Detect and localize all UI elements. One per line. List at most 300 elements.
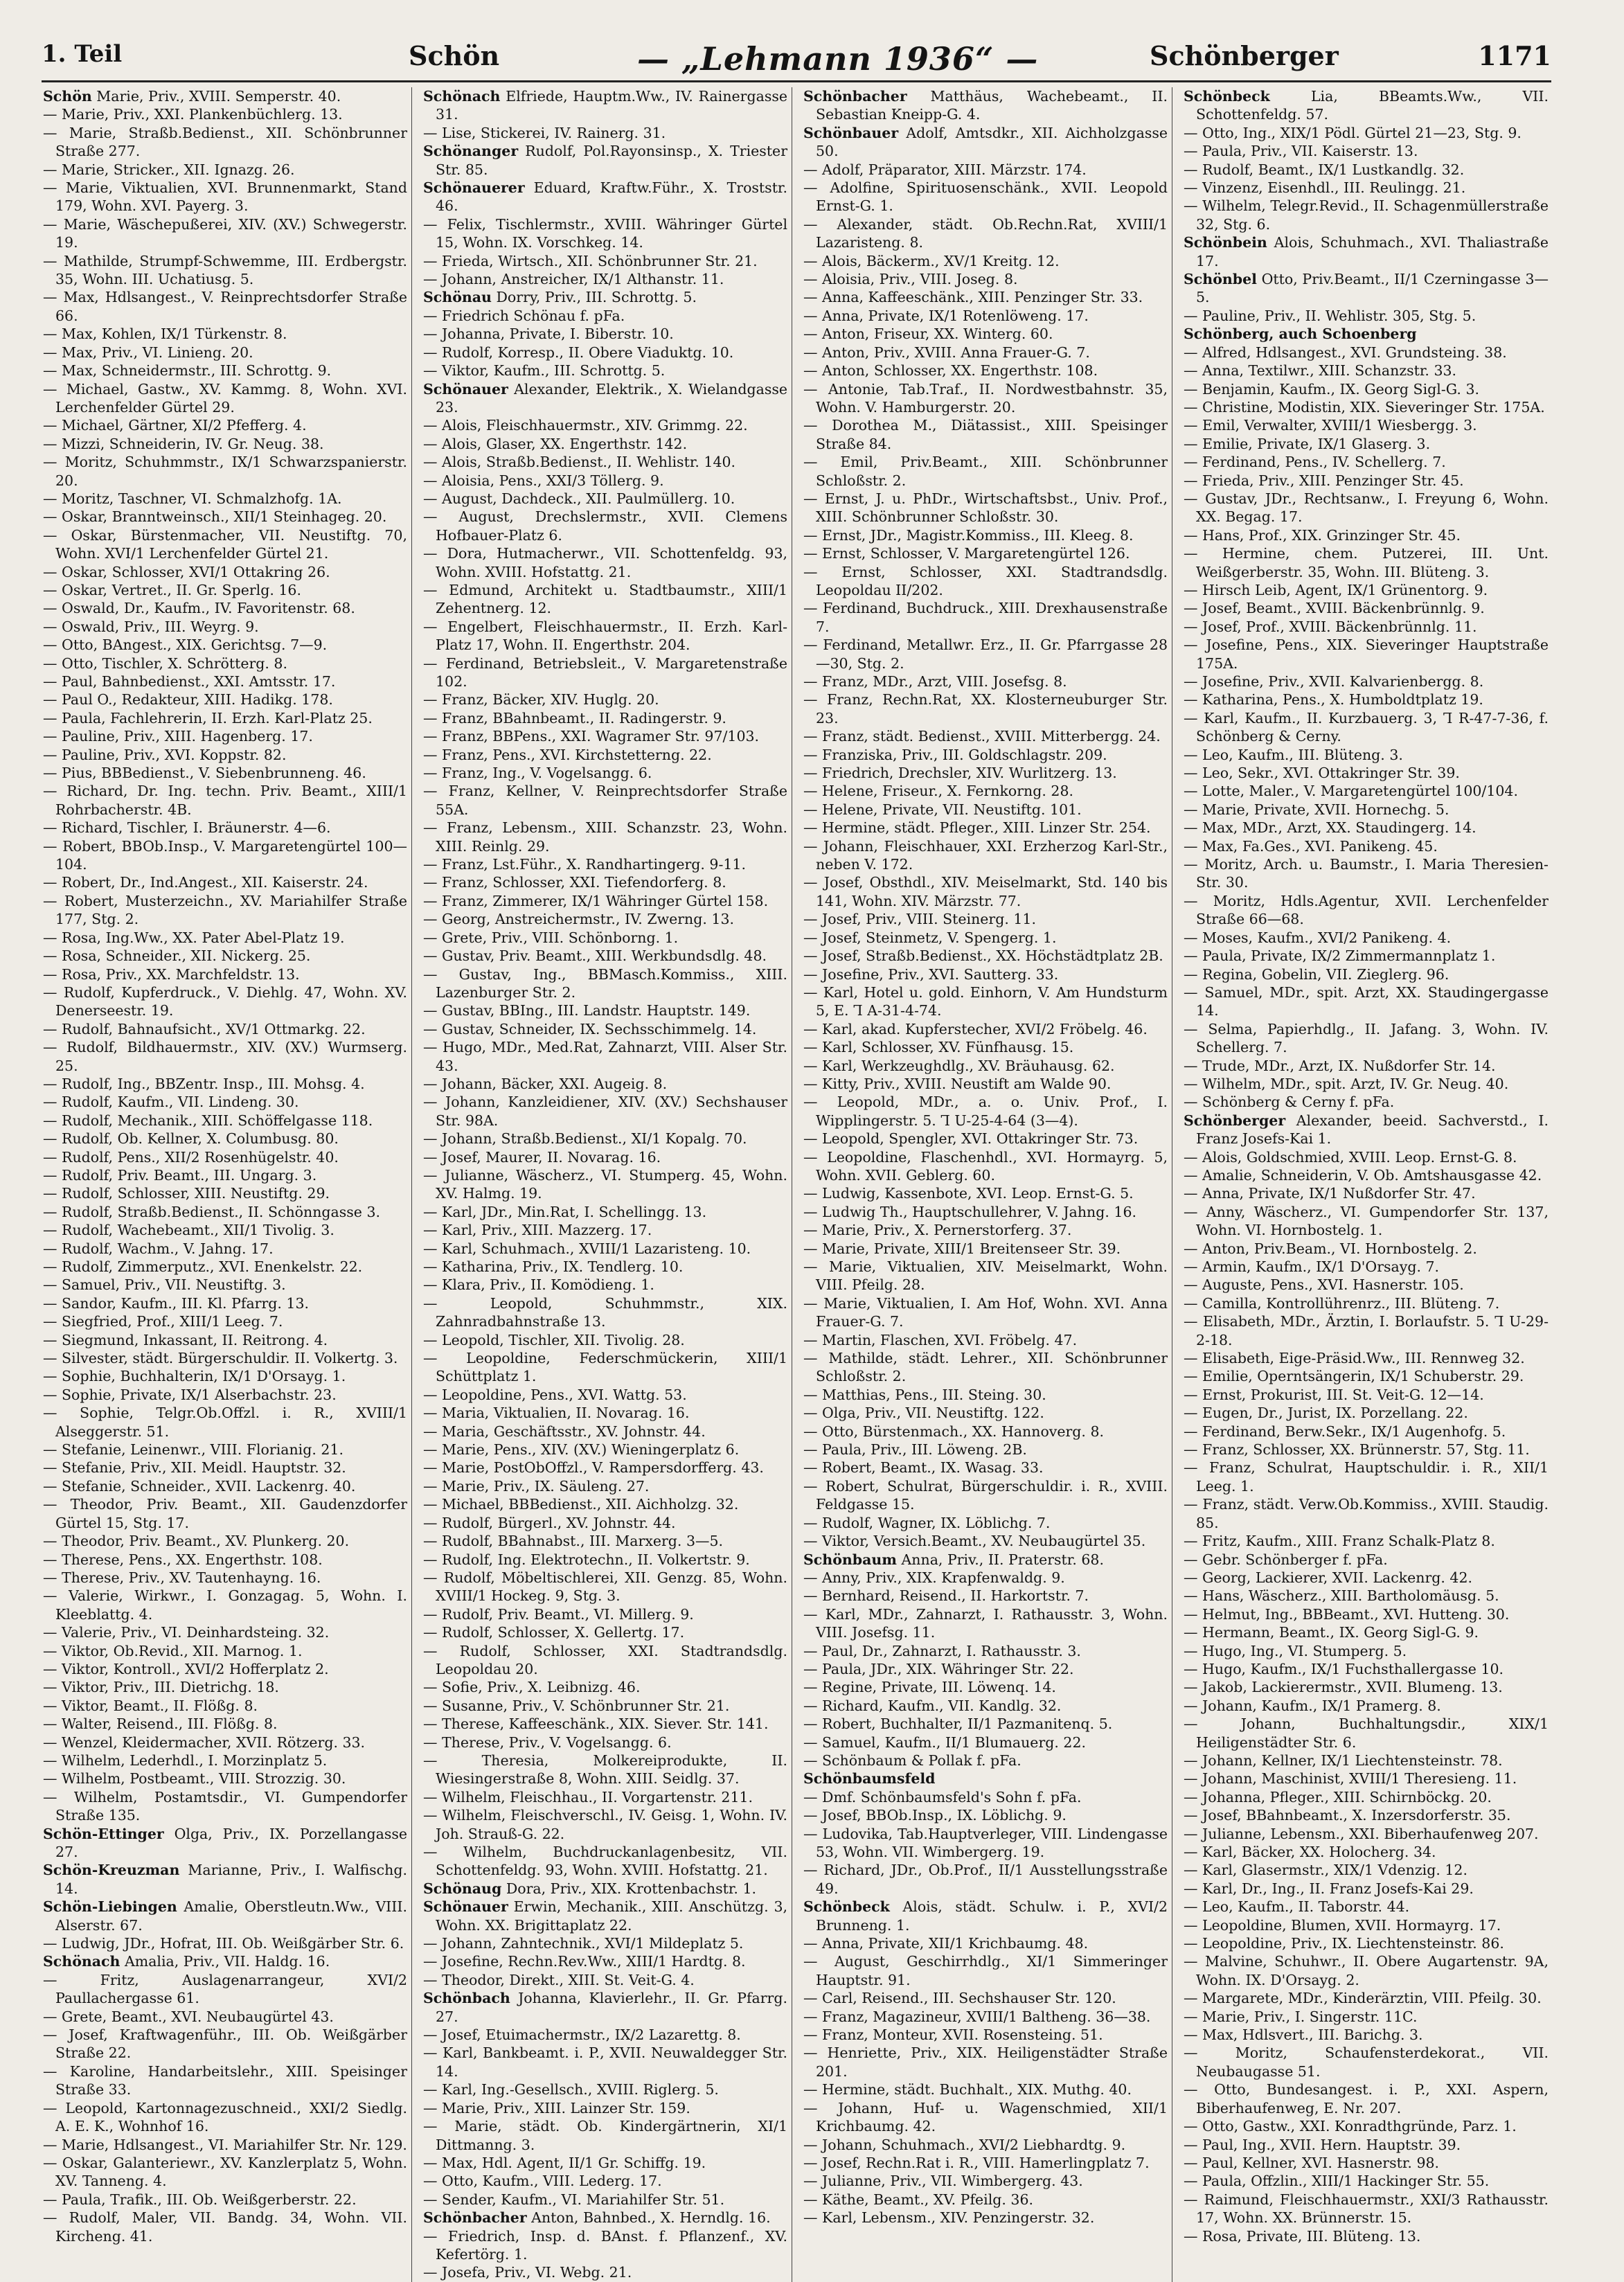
directory-entry [803, 215, 1168, 252]
entry-text: — Auguste, Pens., XVI. Hasnerstr. 105. [1184, 1276, 1464, 1294]
directory-entry [423, 1423, 787, 1441]
directory-entry [43, 1751, 407, 1770]
directory-entry [43, 1788, 407, 1825]
directory-entry [803, 1532, 1168, 1550]
entry-text: — Max, MDr., Arzt, XX. Staudingerg. 14. [1184, 819, 1476, 837]
entry-text: — Walter, Reisend., III. Flößg. 8. [43, 1715, 278, 1733]
directory-entry [803, 307, 1168, 325]
entry-text: Elfriede, Hauptm.Ww., IV. Rainergasse 31. [436, 88, 787, 123]
entry-text: — Bernhard, Reisend., II. Harkortstr. 7. [803, 1587, 1089, 1605]
entry-text: — Theresia, Molkereiprodukte, II. Wiesingerstraße 8, Wohn. XIII. Seidlg. 37. [423, 1751, 787, 1788]
entry-text: — Mizzi, Schneiderin, IV. Gr. Neug. 38. [43, 435, 324, 452]
directory-entry [803, 1770, 1168, 1788]
entry-text: — Rudolf, BBahnabst., III. Marxerg. 3—5. [423, 1533, 724, 1550]
entry-text: — Trude, MDr., Arzt, IX. Nußdorfer Str. 14. [1184, 1057, 1496, 1074]
entry-text: — Karl, Dr., Ing., II. Franz Josefs-Kai 29. [1184, 1880, 1474, 1897]
entry-text: — Engelbert, Fleischhauermstr., II. Erzh. Karl-Platz 17, Wohn. II. Engerthstr. 204. [423, 618, 787, 654]
entry-text: — Rudolf, Priv. Beamt., III. Ungarg. 3. [43, 1166, 317, 1184]
entry-text: — Viktor, Ob.Revid., XII. Marnog. 1. [43, 1642, 303, 1659]
entry-text: — Jakob, Lackierermstr., XVII. Blumeng. 13. [1184, 1679, 1503, 1696]
directory-entry [43, 1587, 407, 1623]
entry-text: — Richard, JDr., Ob.Prof., II/1 Ausstellungsstraße 49. [803, 1862, 1168, 1897]
directory-entry [423, 965, 787, 1002]
entry-text: — Rudolf, Zimmerputz., XVI. Enenkelstr. 22. [43, 1258, 363, 1275]
entry-text: — Oskar, Schlosser, XVI/1 Ottakring 26. [43, 563, 330, 580]
directory-entry [43, 1203, 407, 1221]
entry-text: — Leopoldine, Pens., XVI. Wattg. 53. [423, 1386, 687, 1403]
directory-entry [43, 837, 407, 874]
entry-text: — Otto, Ing., XIX/1 Pödl. Gürtel 21—23, Stg. 9. [1184, 124, 1522, 141]
directory-entry [43, 2026, 407, 2062]
entry-text: — Wilhelm, Postamtsdir., VI. Gumpendorfer Straße 135. [43, 1788, 407, 1824]
directory-entry [803, 983, 1168, 1020]
directory-column [803, 87, 1172, 2282]
directory-entry [1184, 1642, 1549, 1660]
entry-text: — Emil, Priv.Beamt., XIII. Schönbrunner Schloßstr. 2. [803, 454, 1168, 489]
directory-entry [423, 252, 787, 270]
entry-text: — Wilhelm, Telegr.Revid., II. Schagenmüllerstraße 32, Stg. 6. [1184, 197, 1549, 233]
entry-text: — Sophie, Telgr.Ob.Offzl. i. R., XVIII/1 Alseggerstr. 51. [43, 1405, 407, 1440]
directory-entry [803, 380, 1168, 417]
directory-entry [423, 1294, 787, 1331]
entry-text: — Hermann, Beamt., IX. Georg Sigl-G. 9. [1184, 1624, 1479, 1641]
entry-text: — Leopold, MDr., a. o. Univ. Prof., I. Wipplingerstr. 5. Ꞁ U-25-4-64 (3—4). [803, 1094, 1168, 1129]
surname-heading: Schönbach [423, 1990, 510, 2007]
entry-text: — Georg, Lackierer, XVII. Lackenrg. 42. [1184, 1569, 1473, 1586]
directory-entry [1184, 2191, 1549, 2227]
entry-text: — Leopold, Tischler, XII. Tivolig. 28. [423, 1331, 685, 1348]
directory-entry [43, 672, 407, 690]
directory-entry [1184, 965, 1549, 983]
entry-text: — Rudolf, Bürgerl., XV. Johnstr. 44. [423, 1514, 676, 1531]
entry-text: — Anton, Priv.Beam., VI. Hornbostelg. 2. [1184, 1240, 1477, 1257]
directory-entry [803, 1898, 1168, 1934]
directory-entry [1184, 87, 1549, 124]
entry-text: — Michael, Gärtner, XI/2 Pfefferg. 4. [43, 417, 307, 434]
surname-heading: Schönbaum [803, 1551, 897, 1568]
entry-text: — Hugo, Ing., VI. Stumperg. 5. [1184, 1642, 1407, 1659]
directory-entry [1184, 380, 1549, 398]
entry-text: — Katharina, Priv., IX. Tendlerg. 10. [423, 1258, 684, 1275]
directory-entry [803, 910, 1168, 928]
surname-heading: Schönach [43, 1953, 121, 1970]
entry-text: — Paul, Kellner, XVI. Hasnerstr. 98. [1184, 2154, 1440, 2171]
entry-text: — Edmund, Architekt u. Stadtbaumstr., XIII/1 Zehentnerg. 12. [423, 581, 787, 617]
entry-text: — Ludwig Th., Hauptschullehrer, V. Jahng. 16. [803, 1203, 1137, 1220]
directory-entry [803, 1715, 1168, 1733]
directory-entry [1184, 1148, 1549, 1166]
directory-entry [803, 1569, 1168, 1587]
directory-entry [803, 965, 1168, 983]
entry-text: — Karl, MDr., Zahnarzt, I. Rathausstr. 3, Wohn. VIII. Josefsg. 11. [803, 1605, 1168, 1641]
directory-entry [423, 1532, 787, 1550]
entry-text: — Klara, Priv., II. Komödieng. 1. [423, 1276, 654, 1294]
directory-entry [43, 1660, 407, 1678]
directory-entry [1184, 197, 1549, 233]
entry-text: — Rudolf, Ing., BBZentr. Insp., III. Mohsg. 4. [43, 1075, 365, 1092]
directory-entry [803, 1057, 1168, 1075]
entry-text: — Richard, Kaufm., VII. Kandlg. 32. [803, 1697, 1062, 1714]
entry-text: — Max, Priv., VI. Linieng. 20. [43, 344, 253, 361]
directory-entry [423, 435, 787, 453]
entry-text: — Ferdinand, Betriebsleit., V. Margaretenstraße 102. [423, 654, 787, 690]
directory-entry [1184, 1276, 1549, 1294]
directory-entry [43, 87, 407, 105]
entry-text: — Rudolf, Maler, VII. Bandg. 34, Wohn. VII. Kircheng. 41. [43, 2209, 407, 2245]
entry-text: — Johann, Zahntechnik., XVI/1 Mildeplatz 5. [423, 1935, 744, 1952]
directory-entry [1184, 2136, 1549, 2154]
directory-entry [1184, 1349, 1549, 1367]
directory-entry [803, 1093, 1168, 1130]
entry-text: — Gebr. Schönberger f. pFa. [1184, 1551, 1388, 1568]
directory-entry [43, 947, 407, 965]
directory-entry [1184, 2044, 1549, 2080]
directory-entry [423, 1130, 787, 1148]
entry-text: — Gustav, Ing., BBMasch.Kommiss., XIII. Lazenburger Str. 2. [423, 965, 787, 1001]
entry-text: — Max, Hdlsangest., V. Reinprechtsdorfer Straße 66. [43, 289, 407, 324]
entry-text: — Emil, Verwalter, XVIII/1 Wiesbergg. 3. [1184, 417, 1477, 434]
directory-entry [803, 1934, 1168, 1952]
entry-text: — Rudolf, Schlosser, X. Gellertg. 17. [423, 1624, 685, 1641]
entry-text: — Josefine, Rechn.Rev.Ww., XIII/1 Hardtg. 8. [423, 1953, 746, 1970]
directory-entry [423, 416, 787, 434]
entry-text: — Adolfine, Spirituosenschänk., XVII. Leopold Ernst-G. 1. [803, 179, 1168, 215]
entry-text: — Paula, JDr., XIX. Währinger Str. 22. [803, 1660, 1074, 1677]
entry-text: — Matthias, Pens., III. Steing. 30. [803, 1386, 1046, 1403]
directory-entry [1184, 1093, 1549, 1111]
part-label: 1. Teil [42, 40, 123, 68]
entry-text: — Franz, BBPens., XXI. Wagramer Str. 97/103. [423, 728, 760, 745]
directory-entry [803, 1751, 1168, 1770]
entry-text: — Otto, Bundesangest. i. P., XXI. Aspern, Biberhaufenweg, E. Nr. 207. [1184, 2081, 1549, 2116]
entry-text: — Josef, Etuimachermstr., IX/2 Lazarettg. 8. [423, 2026, 741, 2044]
entry-text: — Franz, MDr., Arzt, VIII. Josefsg. 8. [803, 673, 1067, 690]
directory-entry [803, 270, 1168, 288]
directory-entry [43, 215, 407, 252]
entry-text: Alois, städt. Schulw. i. P., XVI/2 Brunneng. 1. [816, 1898, 1168, 1934]
directory-entry [1184, 2117, 1549, 2135]
entry-text: — Dorothea M., Diätassist., XIII. Speisinger Straße 84. [803, 417, 1168, 452]
entry-text: — Julianne, Wäscherz., VI. Stumperg. 45, Wohn. XV. Halmg. 19. [423, 1166, 787, 1202]
entry-text: — Sandor, Kaufm., III. Kl. Pfarrg. 13. [43, 1294, 310, 1312]
directory-entry [803, 1788, 1168, 1806]
entry-text: — Johann, Straßb.Bedienst., XI/1 Kopalg. 70. [423, 1130, 747, 1148]
entry-text: — Oswald, Priv., III. Weyrg. 9. [43, 618, 259, 635]
entry-text: — Josef, BBOb.Insp., IX. Löblichg. 9. [803, 1807, 1067, 1824]
entry-text: — Michael, BBBedienst., XII. Aichholzg. 32. [423, 1496, 739, 1513]
directory-entry [423, 307, 787, 325]
directory-entry [1184, 1898, 1549, 1916]
directory-entry [43, 1459, 407, 1477]
directory-entry [1184, 690, 1549, 708]
directory-entry [423, 892, 787, 910]
directory-entry [43, 1184, 407, 1202]
entry-text: — Leo, Kaufm., III. Blüteng. 3. [1184, 746, 1403, 763]
directory-entry [423, 1331, 787, 1349]
entry-text: — Dora, Hutmacherwr., VII. Schottenfeldg. 93, Wohn. XVIII. Hofstattg. 21. [423, 545, 787, 580]
directory-entry [1184, 801, 1549, 819]
entry-text: — Karl, JDr., Min.Rat, I. Schellingg. 13. [423, 1203, 707, 1220]
entry-text: — Valerie, Priv., VI. Deinhardsteing. 32. [43, 1624, 330, 1641]
directory-entry [423, 1038, 787, 1075]
entry-text: — Ernst, J. u. PhDr., Wirtschaftsbst., Univ. Prof., XIII. Schönbrunner Schloßstr. 30. [803, 490, 1168, 526]
entry-text: — Alois, Goldschmied, XVIII. Leop. Ernst-G. 8. [1184, 1148, 1517, 1166]
entry-text: — Marie, Private, XIII/1 Breitenseer Str. 39. [803, 1240, 1121, 1257]
directory-entry [423, 1806, 787, 1843]
directory-entry [423, 142, 787, 179]
directory-entry [43, 2099, 407, 2136]
entry-text: — Oskar, Branntweinsch., XII/1 Steinhageg. 20. [43, 508, 387, 526]
entry-text: — Alfred, Hdlsangest., XVI. Grundsteing. 38. [1184, 344, 1507, 361]
entry-text: — Johanna, Pfleger., XIII. Schirnböckg. 20. [1184, 1788, 1492, 1806]
surname-heading: Schönaug [423, 1880, 502, 1897]
directory-entry [803, 690, 1168, 727]
directory-entry [423, 873, 787, 891]
entry-text: — Marie, Viktualien, XIV. Meiselmarkt, Wohn. VIII. Pfeilg. 28. [803, 1258, 1168, 1294]
entry-text: — Rudolf, Korresp., II. Obere Viaduktg. 10. [423, 344, 734, 361]
directory-entry [43, 1404, 407, 1441]
directory-entry [803, 2154, 1168, 2172]
entry-text: — Hirsch Leib, Agent, IX/1 Grünentorg. 9. [1184, 581, 1488, 598]
entry-text: — Vinzenz, Eisenhdl., III. Reulingg. 21. [1184, 179, 1466, 197]
entry-text: — Schönbaum & Pollak f. pFa. [803, 1751, 1021, 1769]
directory-entry [423, 1715, 787, 1733]
entry-text: — Gustav, Priv. Beamt., XIII. Werkbundsdlg. 48. [423, 947, 767, 965]
directory-entry [1184, 1404, 1549, 1422]
directory-entry [43, 2136, 407, 2154]
entry-text: — Karl, Lebensm., XIV. Penzingerstr. 32. [803, 2209, 1095, 2227]
entry-text: — Robert, BBOb.Insp., V. Margaretengürtel 100—104. [43, 837, 407, 873]
entry-text: — Mathilde, städt. Lehrer., XII. Schönbrunner Schloßstr. 2. [803, 1350, 1168, 1385]
entry-text: — Franz, BBahnbeamt., II. Radingerstr. 9. [423, 709, 726, 727]
directory-entry [43, 1349, 407, 1367]
entry-text: — Moritz, Arch. u. Baumstr., I. Maria Theresien-Str. 30. [1184, 856, 1549, 891]
directory-entry [423, 1386, 787, 1404]
entry-text: — Ferdinand, Metallwr. Erz., II. Gr. Pfarrgasse 28—30, Stg. 2. [803, 636, 1168, 672]
entry-text: — Franz, Rechn.Rat, XX. Klosterneuburger Str. 23. [803, 691, 1168, 727]
entry-text: — Leopoldine, Blumen, XVII. Hormayrg. 17. [1184, 1916, 1501, 1934]
directory-entry [803, 1477, 1168, 1514]
entry-text: — Anna, Private, IX/1 Rotenlöweng. 17. [803, 307, 1089, 324]
directory-entry [423, 544, 787, 581]
entry-text: — Hermine, städt. Pfleger., XIII. Linzer Str. 254. [803, 819, 1151, 837]
entry-text: — Rudolf, Bildhauermstr., XIV. (XV.) Wurmserg. 25. [43, 1039, 407, 1074]
directory-entry [43, 1952, 407, 1970]
entry-text: — Leo, Kaufm., II. Taborstr. 44. [1184, 1898, 1410, 1916]
entry-text: — Franz, Lst.Führ., X. Randhartingerg. 9-11. [423, 856, 746, 873]
directory-entry [423, 618, 787, 654]
directory-column [1184, 87, 1553, 2282]
entry-text: — Fritz, Kaufm., XIII. Franz Schalk-Platz 8. [1184, 1533, 1495, 1550]
entry-text: — Franz, städt. Verw.Ob.Kommiss., XVIII. Staudig. 85. [1184, 1496, 1549, 1531]
entry-text: — Marie, Straßb.Bedienst., XII. Schönbrunner Straße 277. [43, 124, 407, 160]
directory-entry [423, 270, 787, 288]
entry-text: — Ludovika, Tab.Hauptverleger, VIII. Lindengasse 53, Wohn. VII. Wimbergerg. 19. [803, 1825, 1168, 1860]
entry-text: — Otto, Bürstenmach., XX. Hannoverg. 8. [803, 1423, 1105, 1440]
directory-entry [803, 1386, 1168, 1404]
entry-text: — Johann, Buchhaltungsdir., XIX/1 Heiligenstädter Str. 6. [1184, 1715, 1549, 1751]
directory-entry [43, 1148, 407, 1166]
entry-text: — Rudolf, Pens., XII/2 Rosenhügelstr. 40. [43, 1148, 339, 1166]
directory-entry [1184, 1532, 1549, 1550]
directory-entry [803, 161, 1168, 179]
entry-text: — Karl, Schuhmach., XVIII/1 Lazaristeng. 10. [423, 1240, 751, 1257]
directory-entry [803, 1404, 1168, 1422]
directory-entry [803, 599, 1168, 636]
directory-entry [803, 325, 1168, 343]
directory-entry [43, 599, 407, 617]
entry-text: — Olga, Priv., VII. Neustiftg. 122. [803, 1405, 1044, 1422]
surname-heading: Schön-Liebingen [43, 1898, 177, 1916]
directory-entry [803, 1130, 1168, 1148]
entry-text: — Franz, Monteur, XVII. Rosensteing. 51. [803, 2026, 1103, 2044]
directory-entry [423, 344, 787, 362]
directory-entry [1184, 746, 1549, 764]
directory-entry [423, 1240, 787, 1258]
entry-text: — Oskar, Bürstenmacher, VII. Neustiftg. 70, Wohn. XVI/1 Lerchenfelder Gürtel 21. [43, 526, 407, 562]
entry-text: — Johann, Bäcker, XXI. Augeig. 8. [423, 1075, 668, 1092]
entry-text: — Siegmund, Inkassant, II. Reitrong. 4. [43, 1331, 328, 1348]
directory-entry [1184, 2172, 1549, 2190]
directory-entry [1184, 1989, 1549, 2007]
entry-text: — Richard, Dr. Ing. techn. Priv. Beamt., XIII/1 Rohrbacherstr. 4B. [43, 783, 407, 818]
directory-entry [423, 1843, 787, 1880]
entry-text: — Rudolf, Wachebeamt., XII/1 Tivolig. 3. [43, 1222, 334, 1239]
entry-text: — Josef, Steinmetz, V. Spengerg. 1. [803, 929, 1057, 946]
directory-entry [1184, 1678, 1549, 1696]
entry-text: — Sophie, Private, IX/1 Alserbachstr. 23. [43, 1386, 337, 1403]
entry-text: — Friedrich, Drechsler, XIV. Wurlitzerg. 13. [803, 765, 1117, 782]
entry-text: — Antonie, Tab.Traf., II. Nordwestbahnstr. 35, Wohn. V. Hamburgerstr. 20. [803, 380, 1168, 416]
entry-text: — Max, Kohlen, IX/1 Türkenstr. 8. [43, 326, 287, 343]
entry-text: — Franz, Magazineur, XVIII/1 Baltheng. 36—38. [803, 2008, 1151, 2025]
entry-text: — Johann, Anstreicher, IX/1 Althanstr. 11. [423, 271, 724, 288]
directory-entry [43, 690, 407, 708]
entry-text: — Max, Schneidermstr., III. Schrottg. 9. [43, 362, 332, 380]
directory-entry [43, 435, 407, 453]
directory-entry [1184, 855, 1549, 892]
directory-entry [803, 1989, 1168, 2007]
directory-entry [43, 2008, 407, 2026]
directory-entry [1184, 1240, 1549, 1258]
directory-entry [423, 1697, 787, 1715]
entry-text: — Anton, Schlosser, XX. Engerthstr. 108. [803, 362, 1098, 380]
entry-text: — Lise, Stickerei, IV. Rainerg. 31. [423, 124, 666, 141]
directory-entry [43, 526, 407, 563]
entry-text: — Maria, Viktualien, II. Novarag. 16. [423, 1405, 690, 1422]
directory-entry [1184, 1459, 1549, 1495]
directory-entry [43, 983, 407, 1020]
directory-entry [43, 161, 407, 179]
entry-text: — Richard, Tischler, I. Bräunerstr. 4—6. [43, 819, 331, 837]
entry-text: — Paula, Private, IX/2 Zimmermannplatz 1. [1184, 947, 1496, 965]
directory-entry [43, 1770, 407, 1788]
directory-entry [1184, 1605, 1549, 1623]
entry-text: — Karl, Bankbeamt. i. P., XVII. Neuwaldegger Str. 14. [423, 2044, 787, 2080]
entry-text: — Wilhelm, Buchdruckanlagenbesitz, VII. Schottenfeldg. 93, Wohn. XVIII. Hofstattg. 21. [423, 1844, 787, 1879]
entry-text: Otto, Priv.Beamt., II/1 Czerningasse 3—5. [1196, 271, 1549, 306]
directory-entry [1184, 1916, 1549, 1934]
directory-entry [1184, 1751, 1549, 1770]
entry-text: — Johann, Schuhmach., XVI/2 Liebhardtg. 9. [803, 2136, 1126, 2153]
entry-text: — Josef, Beamt., XVIII. Bäckenbrünnlg. 9. [1184, 600, 1485, 617]
directory-entry [43, 179, 407, 215]
entry-text: Johanna, Klavierlehr., II. Gr. Pfarrg. 27. [436, 1990, 787, 2025]
entry-text: — Henriette, Priv., XIX. Heiligenstädter Straße 201. [803, 2044, 1168, 2080]
directory-entry [1184, 983, 1549, 1020]
entry-text: — Katharina, Pens., X. Humboldtplatz 19. [1184, 691, 1483, 708]
entry-text: — Hugo, Kaufm., IX/1 Fuchsthallergasse 10. [1184, 1660, 1504, 1677]
entry-text: — Hermine, chem. Putzerei, III. Unt. Weißgerberstr. 35, Wohn. III. Blüteng. 3. [1184, 545, 1549, 580]
surname-heading: Schönbacher [803, 88, 907, 105]
directory-entry [43, 892, 407, 929]
entry-text: — Karoline, Handarbeitslehr., XIII. Speisinger Straße 33. [43, 2062, 407, 2098]
entry-text: — Eugen, Dr., Jurist, IX. Porzellang. 22. [1184, 1405, 1468, 1422]
directory-entry [43, 965, 407, 983]
entry-text: — Rudolf, Ob. Kellner, X. Columbusg. 80. [43, 1130, 339, 1148]
entry-text: — Amalie, Schneiderin, V. Ob. Amtshausgasse 42. [1184, 1166, 1542, 1184]
entry-text: — Adolf, Präparator, XIII. Märzstr. 174. [803, 161, 1087, 178]
directory-entry [1184, 362, 1549, 380]
entry-text: — Moritz, Taschner, VI. Schmalzhofg. 1A. [43, 490, 342, 507]
directory-entry [423, 929, 787, 947]
entry-text: — Moritz, Schaufensterdekorat., VII. Neubaugasse 51. [1184, 2044, 1549, 2080]
directory-entry [43, 2209, 407, 2245]
directory-entry [43, 1312, 407, 1330]
directory-entry [423, 1678, 787, 1696]
directory-entry [1184, 672, 1549, 690]
entry-text: — Franz, Schlosser, XX. Brünnerstr. 57, Stg. 11. [1184, 1441, 1530, 1459]
header-rule [42, 80, 1551, 82]
entry-text: Olga, Priv., IX. Porzellangasse 27. [55, 1825, 407, 1860]
entry-text: — Hans, Wäscherz., XIII. Bartholomäusg. 5. [1184, 1587, 1499, 1605]
directory-entry [803, 1184, 1168, 1202]
directory-entry [1184, 526, 1549, 544]
entry-text: — Viktor, Beamt., II. Flößg. 8. [43, 1697, 258, 1714]
directory-entry [423, 2154, 787, 2172]
directory-entry [803, 526, 1168, 544]
directory-entry [803, 563, 1168, 600]
entry-text: — Anna, Private, XII/1 Krichbaumg. 48. [803, 1935, 1089, 1952]
directory-entry [43, 2154, 407, 2191]
entry-text: — Maria, Geschäftsstr., XV. Johnstr. 44. [423, 1423, 706, 1440]
directory-entry [43, 563, 407, 581]
directory-entry [43, 1258, 407, 1276]
directory-entry [423, 1934, 787, 1952]
surname-heading: Schönberg, auch Schoenberg [1184, 326, 1417, 343]
directory-entry [1184, 929, 1549, 947]
directory-entry [1184, 270, 1549, 307]
directory-entry [803, 2080, 1168, 2098]
entry-text: — Samuel, Kaufm., II/1 Blumauerg. 22. [803, 1733, 1086, 1751]
directory-entry [803, 453, 1168, 490]
directory-entry [43, 1386, 407, 1404]
entry-text: — Franz, Zimmerer, IX/1 Währinger Gürtel 158. [423, 892, 769, 909]
directory-entry [423, 2044, 787, 2080]
entry-text: — Stefanie, Schneider., XVII. Lackenrg. 40. [43, 1477, 356, 1495]
directory-entry [803, 1441, 1168, 1459]
directory-entry [43, 1733, 407, 1751]
directory-entry [423, 453, 787, 471]
entry-text: — Rudolf, Kupferdruck., V. Diehlg. 47, Wohn. XV. Denerseestr. 19. [43, 983, 407, 1019]
directory-entry [43, 508, 407, 526]
directory-entry [43, 746, 407, 764]
directory-entry [423, 690, 787, 708]
directory-entry [43, 709, 407, 727]
entry-text: — Marie, Pens., XIV. (XV.) Wieningerplatz 6. [423, 1441, 740, 1459]
directory-entry [1184, 2026, 1549, 2044]
surname-heading: Schönbauer [803, 124, 899, 141]
